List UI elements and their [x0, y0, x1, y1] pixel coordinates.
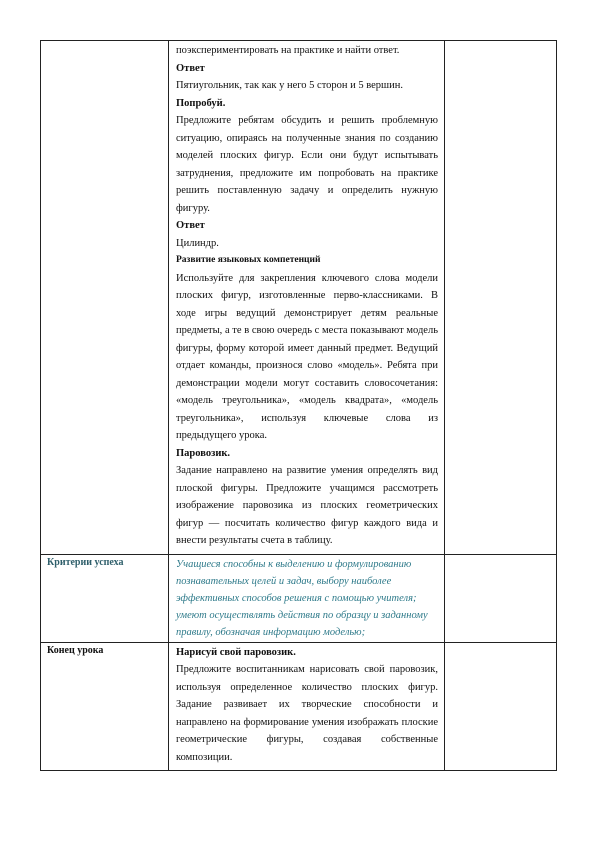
- body-paragraph: Предложите ребятам обсудить и решить проблемную ситуацию, опираясь на полученные знания по созданию моделей плоских фигур. Если они будут испытывать затруднения, предложите им попробовать на практике решить поставленную задачу и определить нужную фигуру.: [176, 115, 438, 214]
- main-content-text: [169, 41, 444, 554]
- body-paragraph: Цилиндр.: [176, 237, 219, 249]
- criteria-label: Критерии успеха: [47, 556, 124, 568]
- notes-cell-end: [445, 642, 557, 771]
- end-content-cell: [169, 642, 445, 771]
- criteria-content-cell: [169, 554, 445, 642]
- notes-cell-main: [445, 41, 557, 555]
- end-title: Нарисуй свой паровозик.: [176, 646, 296, 658]
- body-paragraph: Пятиугольник, так как у него 5 сторон и 5 вершин.: [176, 80, 404, 91]
- table-row-criteria: [41, 554, 557, 642]
- table-row-end: [41, 642, 557, 771]
- lesson-plan-page: [40, 40, 555, 771]
- section-heading: Попробуй.: [176, 97, 226, 109]
- body-paragraph: Задание направлено на развитие умения определять вид плоской фигуры. Предложите учащимся рассмотреть изображение паровозика из плоских геометрических фигур — посчитать количество фигур каждого вида и внести результаты счета в таблицу.: [176, 465, 438, 546]
- body-paragraph: поэкспериментировать на практике и найти ответ.: [176, 45, 400, 56]
- criteria-text: Учащиеся способны к выделению и формулированию познавательных целей и задач, выбору наиболее эффективных способов решения с помощью учителя; умеют осуществлять действия по образцу и заданному правилу, обозначая информацию моделью;: [176, 558, 428, 638]
- stage-cell-empty: [41, 41, 169, 555]
- body-paragraph: Используйте для закрепления ключевого слова модели плоских фигур, изготовленные перво-классниками. В ходе игры ведущий демонстрирует детям реальные предметы, а те в свою очередь с места показывают модель фигуры, форму которой имеет данный предмет. Ведущий отдает команды, произнося слово «модель». Ребята при демонстрации модели могут составить словосочетания: «модель треугольника», «модель квадрата», «модель треугольника», используя ключевые слова из предыдущего урока.: [176, 272, 438, 441]
- content-cell-main: [169, 41, 445, 555]
- section-heading: Развитие языковых компетенций: [176, 255, 321, 265]
- section-heading: Ответ: [176, 62, 205, 74]
- table-row-main: [41, 41, 557, 555]
- end-content-text: [169, 643, 444, 771]
- end-paragraph: Предложите воспитанникам нарисовать свой паровозик, используя определенное количество плоских фигур. Задание развивает их творческие способности и направлено на формирование умения изображать плоские геометрические фигуры, создавая собственные композиции.: [176, 664, 438, 763]
- end-label: Конец урока: [47, 644, 104, 656]
- section-heading: Ответ: [176, 220, 205, 231]
- end-label-cell: [41, 642, 169, 771]
- criteria-label-cell: [41, 554, 169, 642]
- notes-cell-criteria: [445, 554, 557, 642]
- criteria-text-block: [169, 555, 444, 642]
- section-heading: Паровозик.: [176, 447, 231, 459]
- lesson-plan-table: [40, 40, 557, 771]
